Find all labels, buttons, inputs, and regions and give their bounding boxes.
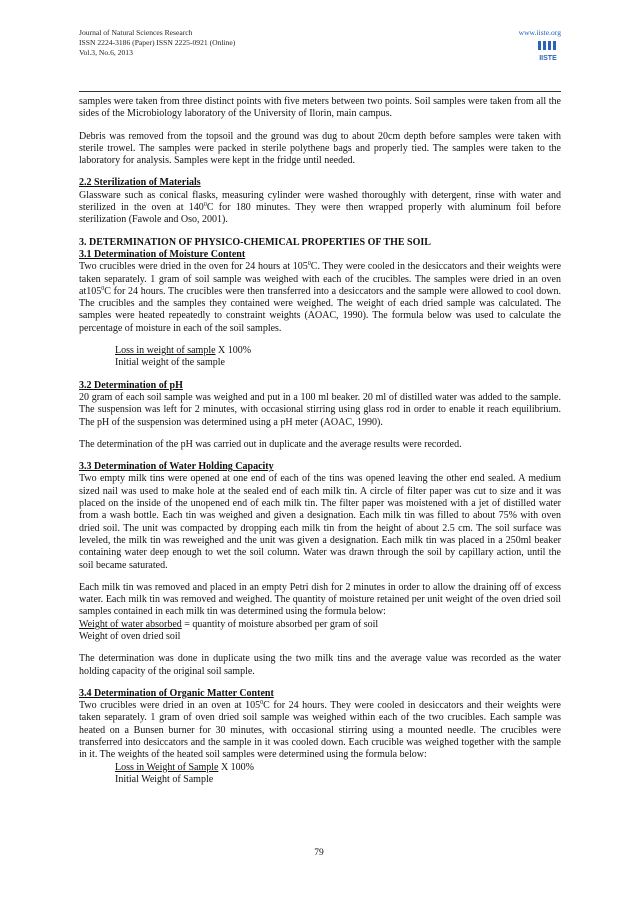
intro-paragraph-1: samples were taken from three distinct points with five meters between two points. Soil samples were taken from all the sides of the Microbiology laboratory of the University of Ilorin, main campus. (79, 96, 561, 120)
journal-header (79, 28, 561, 90)
formula-moisture-denominator: Initial weight of the sample (115, 357, 225, 369)
section-3-2-text: 20 gram of each soil sample was weighed and put in a 100 ml beaker. 20 ml of distilled water was added to the sample. The suspension was left for 2 minutes, with occasional stirring using glass rod in order to enable it reach equilibrium. The pH of the suspension was determined using a pH meter (AOAC, 1990). (79, 391, 561, 428)
formula-water-holding: Weight of water absorbed = quantity of moisture absorbed per gram of soil Weight of oven dried soil (79, 619, 561, 644)
section-3-3-text: Two empty milk tins were opened at one end of each of the tins was opened leaving the other end sealed. A medium sized nail was used to make hole at the sealed end of each milk tin. A circle of filter paper was cut to size and it was placed on the inside of the unopened end of each milk tin. The filter paper was moistened with a jet of distilled water from a wash bottle. Each tin was weighed and given a designation. Each milk tin was filled to about 75% with oven dried soil. The unit was compacted by dropping each milk tin from the height of about 2.5 cm. The soil surface was leveled, the milk tin was reweighed and the unit was given a designation. Each milk tin was placed in a 250ml beaker containing water deep enough to wet the soil column. Water was drawn through the soil by capillary action, until the soil became saturated. (79, 473, 561, 571)
logo-text: IISTE (539, 55, 557, 62)
journal-url-link[interactable]: www.iiste.org (518, 28, 561, 37)
journal-title: Journal of Natural Sciences Research (79, 28, 193, 37)
section-3-4-heading: 3.4 Determination of Organic Matter Content (79, 687, 274, 699)
formula-water-numerator: Weight of water absorbed (79, 618, 182, 630)
section-3-1-heading: 3.1 Determination of Moisture Content (79, 248, 246, 260)
journal-volume: Vol.3, No.6, 2013 (79, 48, 133, 58)
journal-info (79, 28, 235, 59)
main-content (79, 96, 561, 796)
formula-water-denominator: Weight of oven dried soil (79, 630, 181, 642)
formula-organic-numerator: Loss in Weight of Sample (115, 761, 219, 773)
section-2-2-text: Glassware such as conical flasks, measuring cylinder were washed thoroughly with detergent, rinse with water and sterilized in the oven at $140^0C$ for 180 minutes. They were then wrapped properly with aluminum foil before sterilization (Fawole and Oso, 2001). (79, 189, 561, 226)
section-3-3-text-3: The determination was done in duplicate using the two milk tins and the average value was recorded as the water holding capacity of the original soil sample. (79, 653, 561, 677)
page-number: 79 (314, 848, 324, 858)
intro-paragraph-2: Debris was removed from the topsoil and the ground was dug to about 20cm depth before samples were taken with sterile trowel. The samples were packed in sterile polythene bags and properly tied. The samples were taken to the laboratory for analysis. Samples were kept in the fridge until needed. (79, 130, 561, 167)
header-divider (79, 91, 561, 92)
section-3-heading: 3. DETERMINATION OF PHYSICO-CHEMICAL PROPERTIES OF THE SOIL (79, 236, 431, 248)
section-3-4-text: Two crucibles were dried in an oven at $105^0C$ for 24 hours. They were cooled in desiccators and their weights were taken separately. 1 gram of oven dried soil sample was weighed within each of the two crucibles. Each sample was heated on a Bunsen burner for 30 minutes, with occasional stirring using a mounted needle. The crucibles were transferred into desiccators and the sample in it was cooled down. Each crucible was weighed together with the sample in it. The weights of the heated soil samples were determined using the formula below: (79, 700, 561, 761)
section-2-2-heading: 2.2 Sterilization of Materials (79, 177, 201, 189)
section-3-3-heading: 3.3 Determination of Water Holding Capacity (79, 461, 274, 473)
formula-moisture-numerator: Loss in weight of sample (115, 345, 216, 357)
section-3-3-text-2: Each milk tin was removed and placed in an empty Petri dish for 2 minutes in order to allow the draining off of excess water. Each milk tin was removed and weighed. The quantity of moisture retained per unit weight of the oven dried soil samples contained in each milk tin was determined using the formula below: (79, 581, 561, 618)
formula-moisture: Loss in weight of sample X 100% Initial weight of the sample (79, 345, 561, 370)
formula-organic-denominator: Initial Weight of Sample (115, 773, 214, 785)
section-3-1-text: Two crucibles were dried in the oven for 24 hours at $105^0C$. They were cooled in the desiccators and their weights were taken separately. 1 gram of soil sample was weighed with each of the crucibles. The samples were dried in an oven $at105^0C$ for 24 hours. The crucibles were then transferred into a desiccators and the sample were allowed to cool down. The crucibles and the samples they contained were weighed. The weight of each dried sample was calculated. The samples were heated repeatedly to constraint weights (AOAC, 1990). The formula below was used to calculate the percentage of moisture in each of the soil samples. (79, 261, 562, 334)
journal-site (519, 28, 561, 38)
formula-organic-matter: Loss in Weight of Sample X 100% Initial Weight of Sample (79, 762, 561, 787)
iiste-logo-icon (535, 40, 561, 64)
journal-issn: ISSN 2224-3186 (Paper) ISSN 2225-0921 (Online) (79, 38, 236, 48)
section-3-2-heading: 3.2 Determination of pH (79, 379, 183, 391)
section-3-2-text-2: The determination of the pH was carried out in duplicate and the average results were recorded. (79, 438, 462, 450)
